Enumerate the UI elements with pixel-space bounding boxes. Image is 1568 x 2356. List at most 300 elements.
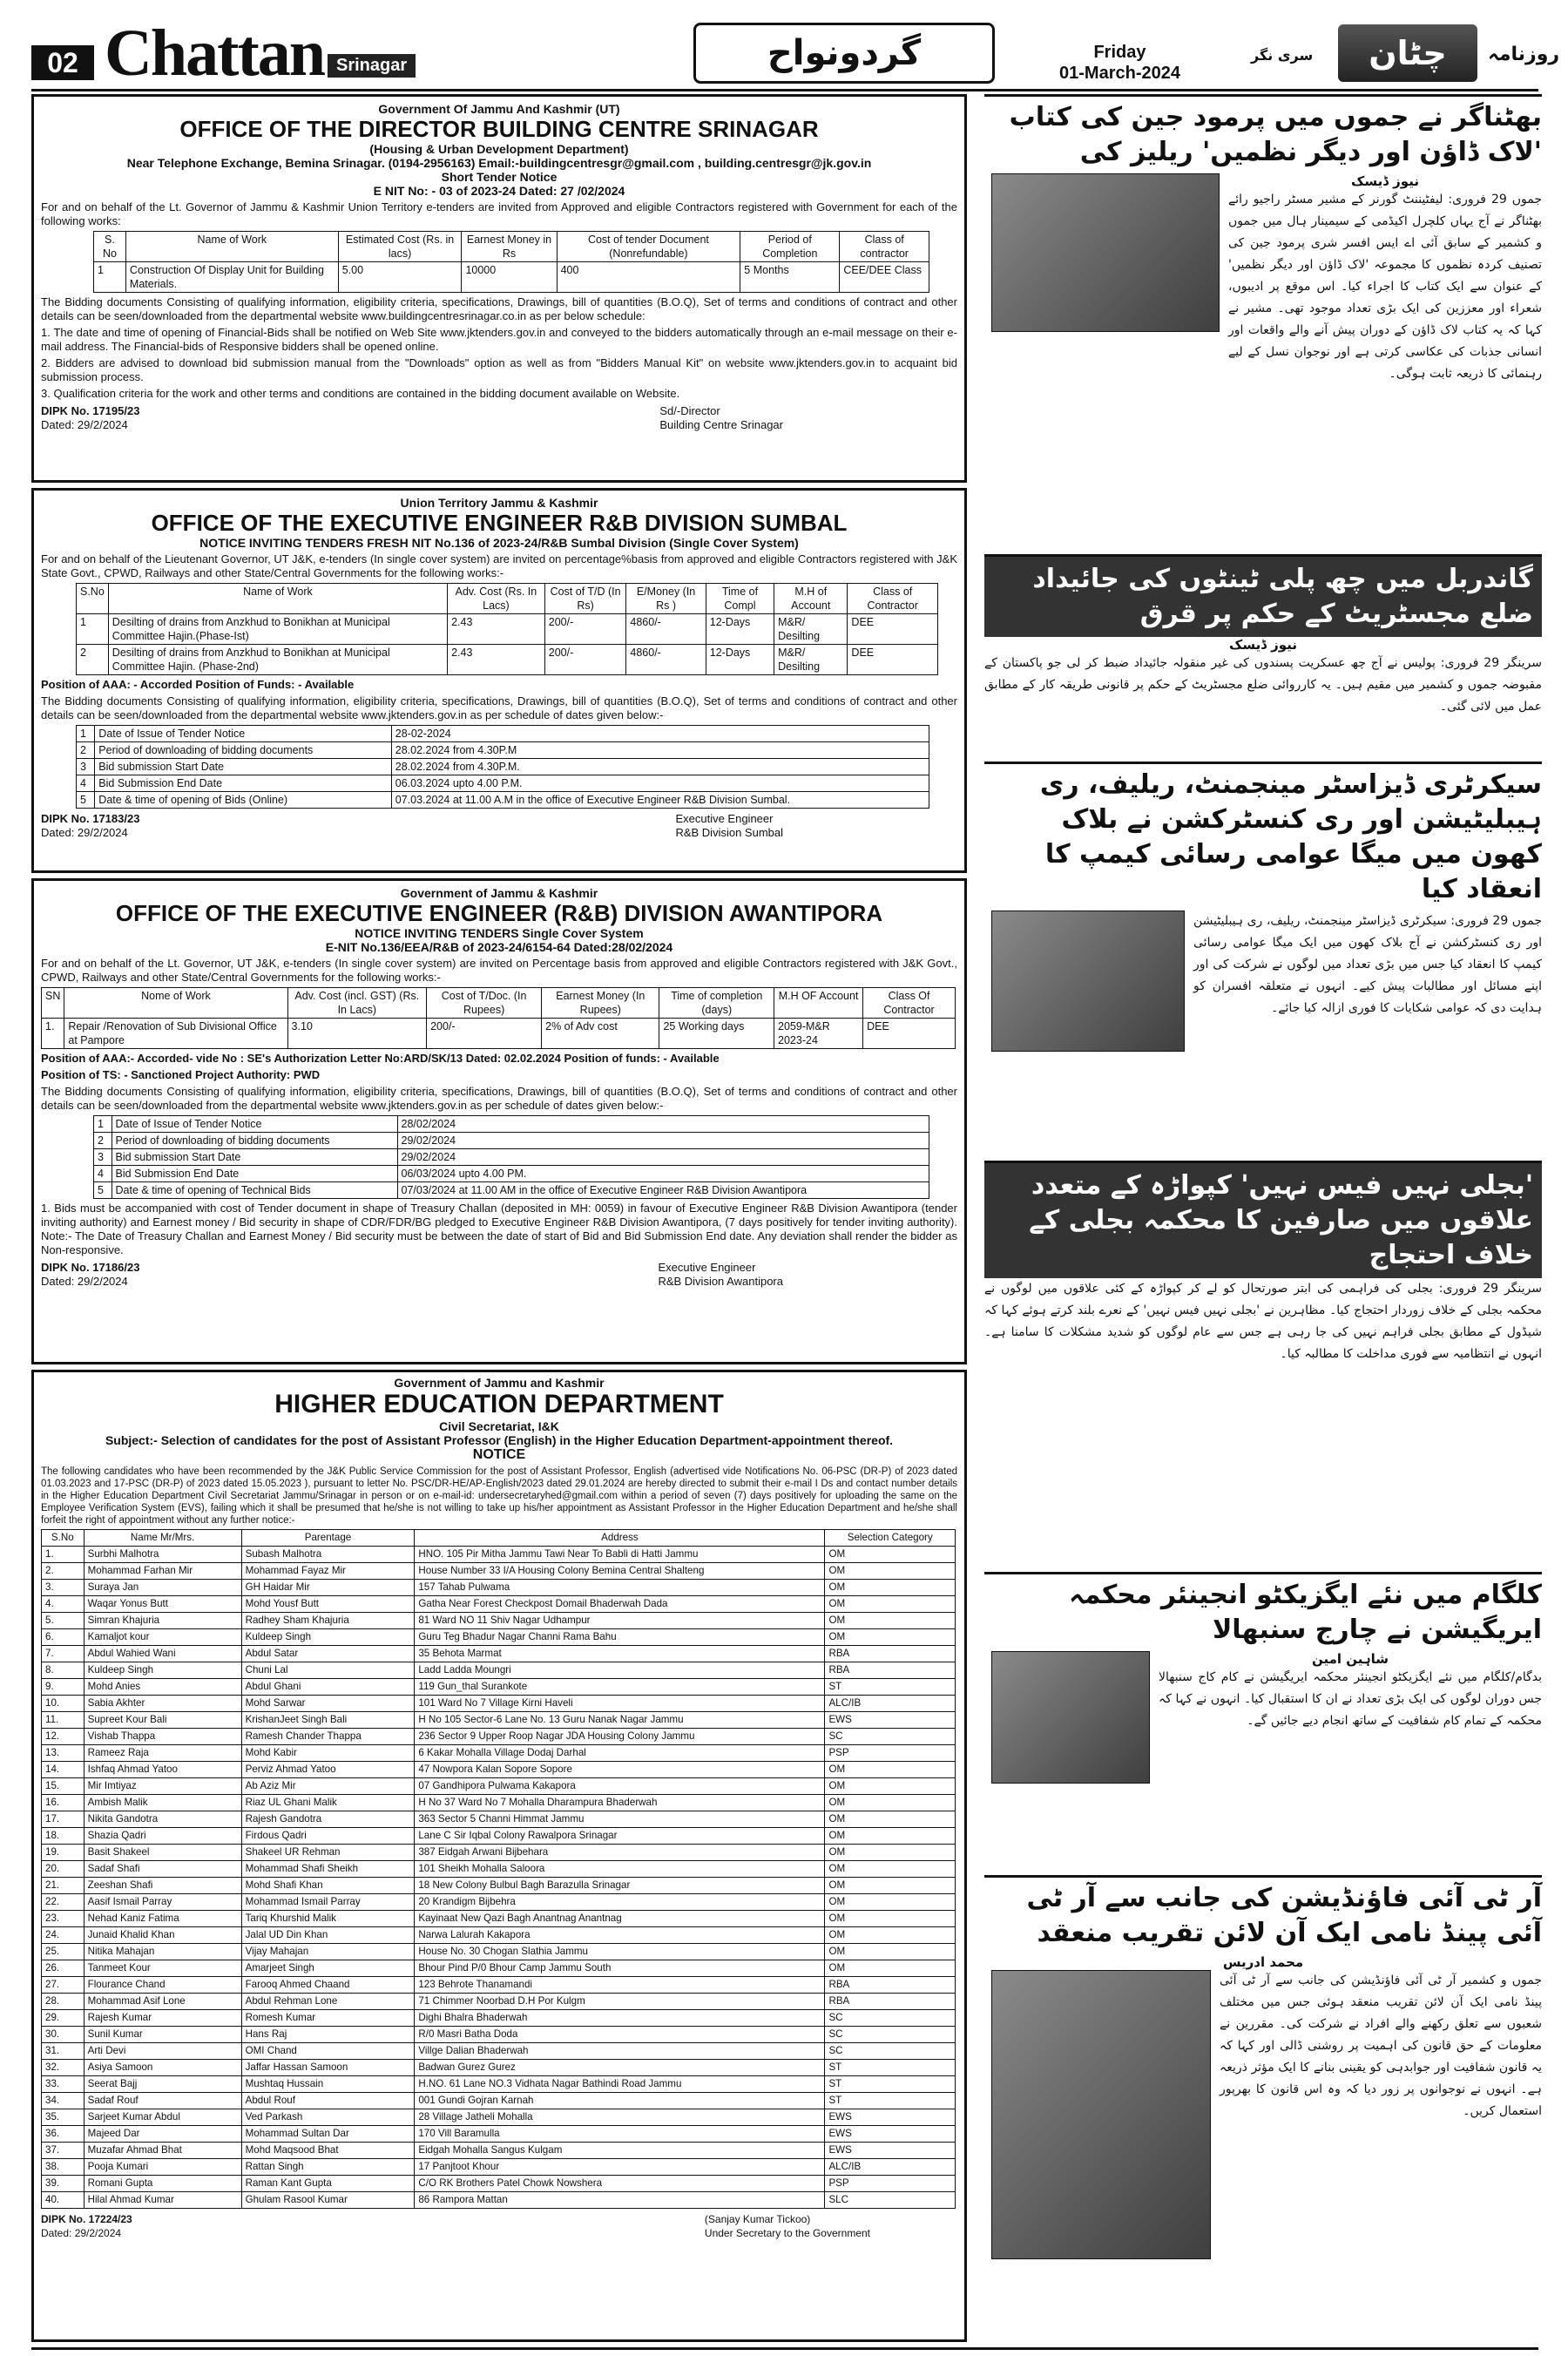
candidates-table xyxy=(41,1529,956,2209)
table-cell: 4860/- xyxy=(626,614,706,645)
table-cell: SLC xyxy=(825,2192,956,2209)
masthead xyxy=(31,17,1560,91)
table-cell: 1 xyxy=(94,262,126,293)
table-cell: Ved Parkash xyxy=(241,2109,415,2126)
table-cell: OM xyxy=(825,1927,956,1944)
table-cell: OM xyxy=(825,1563,956,1580)
table-cell: ALC/IB xyxy=(825,1696,956,1712)
table-cell: RBA xyxy=(825,1662,956,1679)
table-cell: 101 Sheikh Mohalla Saloora xyxy=(415,1861,825,1878)
table-cell: Ramesh Chander Thappa xyxy=(241,1729,415,1745)
story-outreach-camp xyxy=(984,762,1542,1154)
bidding-docs-text: The Bidding documents Consisting of qualifying information, eligibility criteria, specifications, Drawings, bill of quantities (B.O.Q), Set of terms and conditions of contract and other details can be seen/downloaded from the departmental website www.jktenders.gov.in as per schedule of dates given below:- xyxy=(41,694,957,721)
table-cell: 2 xyxy=(77,742,95,759)
city-label: Srinagar xyxy=(328,54,416,78)
column-header: Cost of T/D (In Rs) xyxy=(544,584,626,614)
table-cell: 387 Eidgah Arwani Bijbehara xyxy=(415,1845,825,1861)
table-cell: Abdul Rehman Lone xyxy=(241,1994,415,2010)
table-row xyxy=(42,1861,956,1878)
table-cell: 14. xyxy=(42,1762,84,1778)
bidding-docs-text: The Bidding documents Consisting of qualifying information, eligibility criteria, specifications, Drawings, bill of quantities (B.O.Q), Set of terms and conditions of contract and other details can be seen/downloaded from the departmental website www.jktenders.gov.in as per schedule of dates given below:- xyxy=(41,1085,957,1112)
column-header: Class of Contractor xyxy=(848,584,938,614)
table-row xyxy=(42,1696,956,1712)
table-cell: House Number 33 I/A Housing Colony Bemina Central Shalteng xyxy=(415,1563,825,1580)
table-cell: Bid submission Start Date xyxy=(112,1149,397,1166)
table-cell: 1. xyxy=(42,1019,64,1049)
column-header: Selection Category xyxy=(825,1530,956,1547)
intro-text: For and on behalf of the Lieutenant Governor, UT J&K, e-tenders (In single cover system) are invited on percentage%basis from approved and eligible Contractors registered with J&K State Govt., CPWD, Railways and other State/Central Governments for the following works:- xyxy=(41,552,957,579)
table-row xyxy=(77,775,929,792)
table-cell: HNO. 105 Pir Mitha Jammu Tawi Near To Babli di Hatti Jammu xyxy=(415,1547,825,1563)
table-cell: Hilal Ahmad Kumar xyxy=(84,2192,241,2209)
story-headline: گاندربل میں چھ پلی ٹینٹوں کی جائیداد ضلع مجسٹریٹ کے حکم پر قرق xyxy=(984,557,1542,637)
column-header: M.H OF Account xyxy=(774,988,863,1019)
table-cell: 2. xyxy=(42,1563,84,1580)
table-cell: 5.00 xyxy=(338,262,462,293)
table-row xyxy=(42,1547,956,1563)
contact-line: Near Telephone Exchange, Bemina Srinagar. (0194-2956163) Email:-buildingcentresgr@gmail.com , building.centresgr@jk.gov.in xyxy=(126,156,872,170)
table-cell: 1 xyxy=(94,1116,112,1133)
signatory: Executive Engineer xyxy=(658,1261,756,1274)
table-header-row xyxy=(77,584,938,614)
table-row xyxy=(42,1778,956,1795)
table-cell: KrishanJeet Singh Bali xyxy=(241,1712,415,1729)
table-cell: 3. xyxy=(42,1580,84,1596)
table-cell: Rajesh Gandotra xyxy=(241,1811,415,1828)
table-cell: 36. xyxy=(42,2126,84,2143)
story-photo-collage xyxy=(991,1970,1211,2259)
story-dateline: محمد ادریس xyxy=(1222,1954,1304,1970)
column-header: Name of Work xyxy=(108,584,447,614)
table-cell: Lane C Sir Iqbal Colony Rawalpora Srinagar xyxy=(415,1828,825,1845)
table-cell: Jalal UD Din Khan xyxy=(241,1927,415,1944)
table-cell: ST xyxy=(825,2093,956,2109)
story-body: سرینگر 29 فروری: پولیس نے آج چھ عسکریت پسندوں کی غیر منقولہ جائیداد ضبط کر لی جو پاکستان کے مقبوضہ جموں و کشمیر میں مقیم ہیں۔ یہ کارروائی ضلع مجسٹریٹ کے حکم پر قانونی طریقہ کار کے مطابق عمل میں لائی گئی۔ xyxy=(984,656,1542,714)
table-cell: Sabia Akhter xyxy=(84,1696,241,1712)
story-body: سرینگر 29 فروری: بجلی کی فراہمی کی ابتر صورتحال کو لے کر کپواڑہ کے کئی علاقوں میں لوگوں نے محکمہ بجلی کے خلاف زوردار احتجاج کیا۔ مظاہرین نے 'بجلی نہیں فیس نہیں' کے نعرے بلند کرتے ہوئے کہا کہ شیڈول کے مطابق بجلی فراہم نہیں کی جا رہی ہے جس سے عام لوگوں کو شدید مشکلات کا سامنا ہے۔ انہوں نے انتظامیہ سے فوری مداخلت کا مطالبہ کیا۔ xyxy=(984,1282,1542,1361)
table-cell: Nikita Gandotra xyxy=(84,1811,241,1828)
table-cell: 5. xyxy=(42,1613,84,1629)
table-cell: 35 Behota Marmat xyxy=(415,1646,825,1662)
table-cell: Mohammad Sultan Dar xyxy=(241,2126,415,2143)
table-cell: ALC/IB xyxy=(825,2159,956,2176)
table-cell: H.NO. 61 Lane NO.3 Vidhata Nagar Bathindi Road Jammu xyxy=(415,2076,825,2093)
table-row xyxy=(77,792,929,809)
table-cell: Raman Kant Gupta xyxy=(241,2176,415,2192)
table-cell: 86 Rampora Mattan xyxy=(415,2192,825,2209)
table-cell: EWS xyxy=(825,2143,956,2159)
table-cell: EWS xyxy=(825,2126,956,2143)
table-cell: 236 Sector 9 Upper Roop Nagar JDA Housing Colony Jammu xyxy=(415,1729,825,1745)
table-cell: Abdul Satar xyxy=(241,1646,415,1662)
table-cell: Sadaf Shafi xyxy=(84,1861,241,1878)
office-title: OFFICE OF THE EXECUTIVE ENGINEER (R&B) DIVISION AWANTIPORA xyxy=(115,900,883,926)
enit-number: E-NIT No.136/EEA/R&B of 2023-24/6154-64 Dated:28/02/2024 xyxy=(325,940,673,954)
table-cell: Nehad Kaniz Fatima xyxy=(84,1911,241,1927)
table-cell: Rajesh Kumar xyxy=(84,2010,241,2027)
table-cell: 119 Gun_thal Surankote xyxy=(415,1679,825,1696)
dipk-number: DIPK No. 17183/23 xyxy=(41,812,140,825)
column-header: Nome of Work xyxy=(64,988,287,1019)
story-irrigation-engineer xyxy=(984,1572,1542,1868)
table-cell: Mohd Sarwar xyxy=(241,1696,415,1712)
table-row xyxy=(42,1845,956,1861)
story-photo xyxy=(991,911,1185,1052)
table-cell: 07 Gandhipora Pulwama Kakapora xyxy=(415,1778,825,1795)
notice-line: NOTICE INVITING TENDERS Single Cover System xyxy=(355,926,644,940)
tender-notice-building-centre xyxy=(31,94,967,483)
table-cell: Riaz UL Ghani Malik xyxy=(241,1795,415,1811)
table-cell: Mohd Yousf Butt xyxy=(241,1596,415,1613)
table-cell: RBA xyxy=(825,1994,956,2010)
table-cell: SC xyxy=(825,1729,956,1745)
table-cell: Rattan Singh xyxy=(241,2159,415,2176)
position-line: Position of AAA: - Accorded Position of Funds: - Available xyxy=(41,678,355,691)
table-cell: Seerat Bajj xyxy=(84,2076,241,2093)
table-row xyxy=(42,1629,956,1646)
section-title: گردونواح xyxy=(693,23,995,84)
table-cell: DEE xyxy=(848,614,938,645)
table-cell: 101 Ward No 7 Village Kirni Haveli xyxy=(415,1696,825,1712)
table-cell: ST xyxy=(825,2060,956,2076)
table-row xyxy=(42,2176,956,2192)
table-cell: 17. xyxy=(42,1811,84,1828)
column-header: Adv. Cost (incl. GST) (Rs. In Lacs) xyxy=(287,988,427,1019)
table-cell: Mir Imtiyaz xyxy=(84,1778,241,1795)
table-row xyxy=(42,1960,956,1977)
table-cell: Aasif Ismail Parray xyxy=(84,1894,241,1911)
table-cell: 4. xyxy=(42,1596,84,1613)
dated: Dated: 29/2/2024 xyxy=(41,418,128,431)
table-cell: 6 Kakar Mohalla Village Dodaj Darhal xyxy=(415,1745,825,1762)
bidding-docs-text: The Bidding documents Consisting of qualifying information, eligibility criteria, specifications, Drawings, bill of quantities (B.O.Q), Set of terms and conditions of contract and other details can be seen/downloaded from the departmental website www.buildingcentresrinagar.co.in as per below schedule: xyxy=(41,295,957,322)
table-cell: 30. xyxy=(42,2027,84,2043)
table-cell: Mohd Maqsood Bhat xyxy=(241,2143,415,2159)
city-urdu: سری نگر xyxy=(1251,47,1314,64)
enit-number: E NIT No: - 03 of 2023-24 Dated: 27 /02/2024 xyxy=(373,184,625,198)
table-row xyxy=(42,1729,956,1745)
table-cell: Bhour Pind P/0 Bhour Camp Jammu South xyxy=(415,1960,825,1977)
table-cell: Majeed Dar xyxy=(84,2126,241,2143)
page-number: 02 xyxy=(31,45,94,80)
table-cell: OM xyxy=(825,1861,956,1878)
works-table xyxy=(41,987,956,1049)
table-row xyxy=(94,262,929,293)
table-cell: CEE/DEE Class xyxy=(840,262,929,293)
story-dateline: شاہین امین xyxy=(1311,1651,1389,1667)
table-cell: 123 Behrote Thanamandi xyxy=(415,1977,825,1994)
dipk-number: DIPK No. 17224/23 xyxy=(41,2213,132,2225)
signatory: Sd/-Director xyxy=(659,404,720,417)
table-cell: Shakeel UR Rehman xyxy=(241,1845,415,1861)
table-cell: Ladd Ladda Moungri xyxy=(415,1662,825,1679)
column-header: Earnest Money in Rs xyxy=(462,232,557,262)
story-electricity-protest xyxy=(984,1161,1542,1565)
table-cell: Nitika Mahajan xyxy=(84,1944,241,1960)
table-row xyxy=(42,2076,956,2093)
table-cell: 28/02/2024 xyxy=(397,1116,929,1133)
table-cell: 35. xyxy=(42,2109,84,2126)
table-cell: OM xyxy=(825,1845,956,1861)
table-cell: 24. xyxy=(42,1927,84,1944)
table-row xyxy=(42,1894,956,1911)
table-cell: Farooq Ahmed Chaand xyxy=(241,1977,415,1994)
table-cell: Ghulam Rasool Kumar xyxy=(241,2192,415,2209)
column-header: Class of contractor xyxy=(840,232,929,262)
table-row xyxy=(94,1116,929,1133)
table-cell: Perviz Ahmad Yatoo xyxy=(241,1762,415,1778)
table-cell: GH Haidar Mir xyxy=(241,1580,415,1596)
column-header: Estimated Cost (Rs. in lacs) xyxy=(338,232,462,262)
table-cell: Abdul Ghani xyxy=(241,1679,415,1696)
table-cell: OM xyxy=(825,1613,956,1629)
table-cell: Ambish Malik xyxy=(84,1795,241,1811)
table-cell: 363 Sector 5 Channi Himmat Jammu xyxy=(415,1811,825,1828)
table-row xyxy=(42,1662,956,1679)
table-cell: Chuni Lal xyxy=(241,1662,415,1679)
table-cell: 20 Krandigm Bijbehra xyxy=(415,1894,825,1911)
table-cell: 28. xyxy=(42,1994,84,2010)
table-cell: 18 New Colony Bulbul Bagh Barazulla Srinagar xyxy=(415,1878,825,1894)
table-row xyxy=(42,1911,956,1927)
table-cell: 6. xyxy=(42,1629,84,1646)
table-cell: M&R/ Desilting xyxy=(774,645,848,675)
signatory: (Sanjay Kumar Tickoo) xyxy=(704,2213,811,2225)
table-row xyxy=(42,1563,956,1580)
secretariat-line: Civil Secretariat, I&K xyxy=(439,1419,559,1433)
table-cell: OMI Chand xyxy=(241,2043,415,2060)
table-row xyxy=(42,1679,956,1696)
schedule-table xyxy=(76,725,929,809)
table-cell: Flourance Chand xyxy=(84,1977,241,1994)
table-cell: Guru Teg Bhadur Nagar Channi Rama Bahu xyxy=(415,1629,825,1646)
table-cell: DEE xyxy=(848,645,938,675)
table-cell: Radhey Sham Khajuria xyxy=(241,1613,415,1629)
table-cell: Sadaf Rouf xyxy=(84,2093,241,2109)
table-row xyxy=(77,742,929,759)
table-cell: OM xyxy=(825,1811,956,1828)
signatory: Executive Engineer xyxy=(675,812,774,825)
table-cell: 4 xyxy=(77,775,95,792)
table-cell: 7. xyxy=(42,1646,84,1662)
table-cell: Shazia Qadri xyxy=(84,1828,241,1845)
table-cell: SC xyxy=(825,2043,956,2060)
table-cell: Rameez Raja xyxy=(84,1745,241,1762)
table-cell: OM xyxy=(825,1795,956,1811)
table-cell: 200/- xyxy=(544,614,626,645)
story-body: جموں و کشمیر آر ٹی آئی فاؤنڈیشن کی جانب سے آر ٹی آئی پینڈ نامی ایک آن لائن تقریب منعقد ہوئی جس میں مختلف شعبوں سے تعلق رکھنے والے افراد نے شرکت کی۔ مقررین نے معلومات کے حق قانون کی اہمیت پر روشنی ڈالی اور کہا کہ یہ قانون شفافیت اور جوابدہی کو یقینی بنانے کا ایک مؤثر ذریعہ ہے۔ انہوں نے نوجوانوں پر زور دیا کہ وہ اس قانون کا بھرپور استعمال کریں۔ xyxy=(1220,1973,1542,2118)
table-cell: 28-02-2024 xyxy=(391,726,929,742)
table-cell: 200/- xyxy=(427,1019,542,1049)
column-header: Parentage xyxy=(241,1530,415,1547)
table-cell: OM xyxy=(825,1828,956,1845)
story-headline: کلگام میں نئے ایگزیکٹو انجینئر محکمہ ایریگیشن نے چارج سنبھالا xyxy=(1069,1580,1542,1645)
note-text: 1. Bids must be accompanied with cost of Tender document in shape of Treasury Challan (deposited in MH: 0059) in favour of Executive Engineer R&B Division Awantipora (tender inviting authority) and Earnest money / Bid security in shape of CDR/FDR/BG pledged to Executive Engineer R&B Division Awantipora, (7 days positively for tender inviting authority). Note:- The Date of Treasury Challan and Earnest Money / Bid security must be between the date of start of Bid and Bid Submission End date. Any deviation shall render the bidder as Non-responsive. xyxy=(41,1202,957,1256)
table-row xyxy=(42,1977,956,1994)
table-cell: SC xyxy=(825,2027,956,2043)
table-cell: RBA xyxy=(825,1646,956,1662)
tender-notice-awantipora xyxy=(31,878,967,1364)
table-cell: 38. xyxy=(42,2159,84,2176)
dated: Dated: 29/2/2024 xyxy=(41,2227,122,2239)
table-cell: Bid Submission End Date xyxy=(95,775,391,792)
table-cell: R/0 Masri Batha Doda xyxy=(415,2027,825,2043)
table-cell: 170 Vill Baramulla xyxy=(415,2126,825,2143)
table-cell: 11. xyxy=(42,1712,84,1729)
table-cell: OM xyxy=(825,1894,956,1911)
table-cell: 81 Ward NO 11 Shiv Nagar Udhampur xyxy=(415,1613,825,1629)
table-cell: Mushtaq Hussain xyxy=(241,2076,415,2093)
story-dateline: نیوز ڈیسک xyxy=(1351,173,1419,189)
table-header-row xyxy=(94,232,929,262)
signatory-office: Building Centre Srinagar xyxy=(659,418,783,431)
column-header: S. No xyxy=(94,232,126,262)
story-photo xyxy=(991,1651,1150,1784)
table-row xyxy=(42,1944,956,1960)
table-cell: 28.02.2024 from 4.30P.M. xyxy=(391,759,929,775)
story-body: جموں 29 فروری: لیفٹیننٹ گورنر کے مشیر مسٹر راجیو رائے بھٹناگر نے آج یہاں کلچرل اکیڈمی کے سیمینار ہال میں جموں و کشمیر کے سابق آئی اے ایس افسر شری پرمود جین کی تصنیف کردہ نظموں کا مجموعہ 'لاک ڈاؤن اور دیگر نظمیں' کے عنوان سے ایک کتاب کا اجراء کیا۔ اس موقع پر ادیبوں، شعراء اور معززین کی ایک بڑی تعداد موجود تھی۔ مشیر نے کہا کہ یہ کتاب لاک ڈاؤن کے دوران پیش آنے والے واقعات اور انسانی جذبات کی عکاسی کرتی ہے اور نوجوان نسل کے لیے رہنمائی کا ذریعہ ثابت ہوگی۔ xyxy=(1228,193,1542,381)
column-header: Earnest Money (In Rupees) xyxy=(542,988,659,1019)
works-table xyxy=(93,231,929,293)
column-header: M.H of Account xyxy=(774,584,848,614)
table-cell: Romesh Kumar xyxy=(241,2010,415,2027)
table-cell: Abdul Rouf xyxy=(241,2093,415,2109)
table-cell: 32. xyxy=(42,2060,84,2076)
table-cell: Bid Submission End Date xyxy=(112,1166,397,1182)
table-cell: 71 Chimmer Noorbad D.H Por Kulgm xyxy=(415,1994,825,2010)
table-cell: 9. xyxy=(42,1679,84,1696)
table-cell: Abdul Wahied Wani xyxy=(84,1646,241,1662)
table-row xyxy=(42,2109,956,2126)
column-header: Adv. Cost (Rs. In Lacs) xyxy=(448,584,545,614)
story-headline: سیکرٹری ڈیزاسٹر مینجمنٹ، ریلیف، ری ہیبلیٹیشن اور ری کنسٹرکشن نے بلاک کھون میں میگا عوامی رسائی کیمپ کا انعقاد کیا xyxy=(1039,769,1542,904)
table-cell: 2059-M&R 2023-24 xyxy=(774,1019,863,1049)
table-cell: 07/03/2024 at 11.00 AM in the office of Executive Engineer R&B Division Awantipora xyxy=(397,1182,929,1199)
dated: Dated: 29/2/2024 xyxy=(41,826,128,839)
table-cell: Zeeshan Shafi xyxy=(84,1878,241,1894)
table-cell: OM xyxy=(825,1778,956,1795)
table-cell: 33. xyxy=(42,2076,84,2093)
table-cell: Date & time of opening of Technical Bids xyxy=(112,1182,397,1199)
table-cell: 1 xyxy=(77,614,109,645)
notice-heading: NOTICE xyxy=(472,1447,526,1462)
table-cell: EWS xyxy=(825,2109,956,2126)
table-cell: Tanmeet Kour xyxy=(84,1960,241,1977)
table-cell: Amarjeet Singh xyxy=(241,1960,415,1977)
story-body: جموں 29 فروری: سیکرٹری ڈیزاسٹر مینجمنٹ، ریلیف، ری ہیبلیٹیشن اور ری کنسٹرکشن نے آج بلاک کھون میں ایک میگا عوامی رسائی کیمپ کا انعقاد کیا جس میں بڑی تعداد میں لوگوں نے شرکت کی اور اپنے مسائل اور مطالبات پیش کیے۔ انہوں نے متعلقہ افسران کو ہدایت دی کہ عوامی شکایات کا فوری ازالہ کیا جائے۔ xyxy=(1193,914,1542,1015)
dipk-number: DIPK No. 17195/23 xyxy=(41,404,140,417)
newspaper-logo: چٹان xyxy=(1338,24,1477,82)
column-header: Cost of T/Doc. (In Rupees) xyxy=(427,988,542,1019)
issue-date-value: 01-March-2024 xyxy=(1059,64,1180,83)
table-cell: Kuldeep Singh xyxy=(84,1662,241,1679)
table-cell: Surbhi Malhotra xyxy=(84,1547,241,1563)
table-cell: 3 xyxy=(77,759,95,775)
table-cell: 47 Nowpora Kalan Sopore Sopore xyxy=(415,1762,825,1778)
table-cell: 3 xyxy=(94,1149,112,1166)
notice-line: NOTICE INVITING TENDERS FRESH NIT No.136 of 2023-24/R&B Sumbal Division (Single Cover System) xyxy=(199,536,799,550)
daily-label: روزنامہ xyxy=(1488,44,1560,65)
table-cell: PSP xyxy=(825,2176,956,2192)
table-cell: 16. xyxy=(42,1795,84,1811)
column-header: Time of Compl xyxy=(706,584,774,614)
office-title: OFFICE OF THE DIRECTOR BUILDING CENTRE SRINAGAR xyxy=(179,116,819,142)
table-cell: 10. xyxy=(42,1696,84,1712)
table-cell: Period of downloading of bidding documents xyxy=(112,1133,397,1149)
schedule-table xyxy=(93,1115,929,1199)
govt-line: Union Territory Jammu & Kashmir xyxy=(400,496,598,510)
signatory-office: R&B Division Awantipora xyxy=(658,1275,783,1288)
table-cell: Jaffar Hassan Samoon xyxy=(241,2060,415,2076)
table-cell: 18. xyxy=(42,1828,84,1845)
column-header: Name of Work xyxy=(125,232,338,262)
issue-date xyxy=(1059,42,1180,84)
table-cell: EWS xyxy=(825,1712,956,1729)
table-cell: Asiya Samoon xyxy=(84,2060,241,2076)
table-cell: 157 Tahab Pulwama xyxy=(415,1580,825,1596)
table-cell: Kuldeep Singh xyxy=(241,1629,415,1646)
story-photo xyxy=(991,173,1220,332)
table-cell: 29/02/2024 xyxy=(397,1133,929,1149)
table-cell: OM xyxy=(825,1580,956,1596)
table-row xyxy=(42,1712,956,1729)
table-cell: Bid submission Start Date xyxy=(95,759,391,775)
table-cell: 12-Days xyxy=(706,645,774,675)
column-header: Period of Completion xyxy=(740,232,840,262)
table-row xyxy=(42,2027,956,2043)
table-cell: OM xyxy=(825,1547,956,1563)
office-title: OFFICE OF THE EXECUTIVE ENGINEER R&B DIVISION SUMBAL xyxy=(151,510,848,536)
table-cell: Waqar Yonus Butt xyxy=(84,1596,241,1613)
table-cell: 21. xyxy=(42,1878,84,1894)
column-header: Address xyxy=(415,1530,825,1547)
page-footer-rule xyxy=(31,2347,1538,2350)
table-row xyxy=(42,2192,956,2209)
table-cell: 23. xyxy=(42,1911,84,1927)
table-row xyxy=(94,1182,929,1199)
table-cell: 06.03.2024 upto 4.00 P.M. xyxy=(391,775,929,792)
table-cell: Kamaljot kour xyxy=(84,1629,241,1646)
dipk-number: DIPK No. 17186/23 xyxy=(41,1261,140,1274)
table-cell: ST xyxy=(825,2076,956,2093)
point-1: 1. The date and time of opening of Financial-Bids shall be notified on Web Site www.jktenders.gov.in and conveyed to the bidders automatically through an e-mail message on their e-mail address. The Financial-bids of Responsive bidders shall be opened online. xyxy=(41,326,957,353)
table-cell: Romani Gupta xyxy=(84,2176,241,2192)
table-row xyxy=(42,2093,956,2109)
table-cell: Mohammad Farhan Mir xyxy=(84,1563,241,1580)
table-cell: RBA xyxy=(825,1977,956,1994)
table-cell: 06/03/2024 upto 4.00 PM. xyxy=(397,1166,929,1182)
higher-education-notice xyxy=(31,1370,967,2342)
table-cell: 34. xyxy=(42,2093,84,2109)
table-cell: SC xyxy=(825,2010,956,2027)
govt-line: Government of Jammu & Kashmir xyxy=(400,886,598,900)
intro-text: The following candidates who have been recommended by the J&K Public Service Commission for the post of Assistant Professor, English (advertised vide Notifications No. 06-PSC (DR-P) of 2023 dated 01.03.2023 and 17-PSC (DR-P) of 2023 dated 15.05.2023 ), pursuant to letter No. PSC/DR-HE/AP-English/2023 dated 29.01.2024 are hereby directed to submit their e-mail I Ds and contact number details in the Higher Education Department Civil Secretariat Jammu/Srinagar in person or on e-mail-id: undersecretaryhed@gmail.com within a period of seven (7) days positively for uploading the same on the Employee Verification System (EVS), failing which it shall be presumed that he/she is not willing to take up his/her appointment as Assistant Professor in the Higher Education Department and he/she shall forfeit the right of appointment without any further notice:- xyxy=(41,1466,957,1526)
table-cell: 28.02.2024 from 4.30P.M xyxy=(391,742,929,759)
table-cell: 10000 xyxy=(462,262,557,293)
table-cell: Dighi Bhalra Bhaderwah xyxy=(415,2010,825,2027)
table-cell: 2 xyxy=(77,645,109,675)
dept-title: HIGHER EDUCATION DEPARTMENT xyxy=(274,1390,724,1418)
table-cell: Ab Aziz Mir xyxy=(241,1778,415,1795)
table-row xyxy=(42,2060,956,2076)
column-header: S.No xyxy=(42,1530,84,1547)
table-cell: 39. xyxy=(42,2176,84,2192)
story-headline: 'بجلی نہیں فیس نہیں' کپواڑہ کے متعدد علاقوں میں صارفین کا محکمہ بجلی کے خلاف احتجاج xyxy=(984,1163,1542,1278)
table-cell: 1. xyxy=(42,1547,84,1563)
table-cell: 07.03.2024 at 11.00 A.M in the office of Executive Engineer R&B Division Sumbal. xyxy=(391,792,929,809)
table-cell: 5 xyxy=(94,1182,112,1199)
table-cell: 8. xyxy=(42,1662,84,1679)
